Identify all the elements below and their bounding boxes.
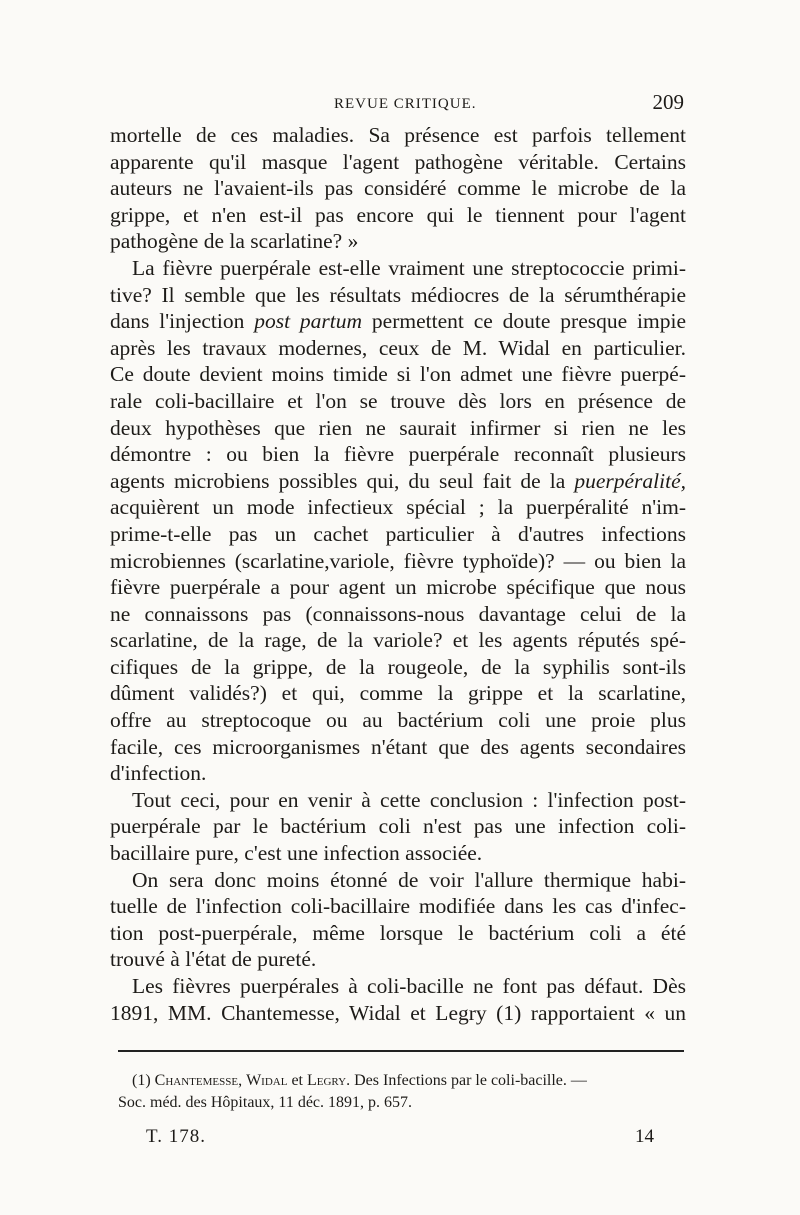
text-line: Ce doute devient moins timide si l'on admet une fièvre puerpé- <box>110 362 686 387</box>
italic-term: puerpéralité, <box>574 468 686 493</box>
running-header <box>110 90 684 120</box>
text-line: après les travaux modernes, ceux de M. Widal en particulier. <box>110 335 686 360</box>
text-line: tuelle de l'infection coli-bacillaire modifiée dans les cas d'infec- <box>110 894 686 919</box>
text-line: grippe, et n'en est-il pas encore qui le tiennent pour l'agent <box>110 202 686 227</box>
text-line: ne connaissons pas (connaissons-nous davantage celui de la <box>110 601 686 626</box>
footnote <box>118 1070 684 1114</box>
text-line: apparente qu'il masque l'agent pathogène véritable. Certains <box>110 149 686 174</box>
body-text <box>110 122 686 1026</box>
text-line: cifiques de la grippe, de la rougeole, de la syphilis sont-ils <box>110 654 686 679</box>
line-segment: dans l'injection <box>110 309 255 334</box>
text-line: On sera donc moins étonné de voir l'allure thermique habi- <box>132 867 686 892</box>
text-line: démontre : ou bien la fièvre puerpérale reconnaît plusieurs <box>110 442 686 467</box>
footnote-title: . Des Infections par le coli-bacille. — <box>346 1072 587 1089</box>
text-line: rale coli-bacillaire et l'on se trouve dès lors en présence de <box>110 388 686 413</box>
text-line: acquièrent un mode infectieux spécial ; la puerpéralité n'im- <box>110 495 686 520</box>
text-line: tion post-puerpérale, même lorsque le bactérium coli a été <box>110 920 686 945</box>
footnote-citation: Soc. méd. des Hôpitaux, 11 déc. 1891, p. 657. <box>118 1094 413 1111</box>
text-line: scarlatine, de la rage, de la variole? et les agents réputés spé- <box>110 628 686 653</box>
text-line: d'infection. <box>110 761 207 786</box>
text-line: La fièvre puerpérale est-elle vraiment une streptococcie primi- <box>132 255 686 280</box>
text-line: offre au streptocoque ou au bactérium coli une proie plus <box>110 708 686 733</box>
text-line: puerpérale par le bactérium coli n'est pas une infection coli- <box>110 814 686 839</box>
footnote-author: Widal <box>246 1072 288 1089</box>
footnote-author: Legry <box>306 1072 347 1089</box>
page-number: 209 <box>652 90 684 114</box>
footnote-marker: (1) <box>132 1072 151 1089</box>
footnote-author: Chantemesse <box>154 1072 239 1089</box>
text-line: 1891, MM. Chantemesse, Widal et Legry (1) rapportaient « un <box>110 1000 686 1025</box>
text-line <box>110 468 686 495</box>
line-segment: permettent ce doute presque impie <box>362 309 686 334</box>
text-line: auteurs ne l'avaient-ils pas considéré comme le microbe de la <box>110 176 686 201</box>
line-segment: agents microbiens possibles qui, du seul fait de la <box>110 468 575 493</box>
text-line: Les fièvres puerpérales à coli-bacille ne font pas défaut. Dès <box>132 974 686 998</box>
volume-signature: T. 178. <box>146 1126 206 1147</box>
text-line <box>110 308 686 335</box>
footnote-separator: , <box>238 1072 247 1089</box>
text-line: deux hypothèses que rien ne saurait infirmer si rien ne les <box>110 415 686 440</box>
running-title: REVUE CRITIQUE. <box>334 96 477 112</box>
text-line: bacillaire pure, c'est une infection associée. <box>110 841 483 866</box>
text-line: mortelle de ces maladies. Sa présence est parfois tellement <box>110 123 686 147</box>
page-footer <box>146 1126 654 1156</box>
text-line: tive? Il semble que les résultats médiocres de la sérumthérapie <box>110 282 686 307</box>
text-line: prime-t-elle pas un cachet particulier à d'autres infections <box>110 521 686 546</box>
text-line: microbiennes (scarlatine,variole, fièvre typhoïde)? — ou bien la <box>110 548 686 573</box>
text-line: fièvre puerpérale a pour agent un microbe spécifique que nous <box>110 575 686 600</box>
footnote-separator: et <box>287 1072 307 1089</box>
footnote-line <box>118 1070 684 1092</box>
text-line: trouvé à l'état de pureté. <box>110 947 317 972</box>
text-line: facile, ces microorganismes n'étant que des agents secondaires <box>110 734 686 759</box>
text-line: Tout ceci, pour en venir à cette conclusion : l'infection post- <box>132 787 686 812</box>
sheet-number: 14 <box>635 1126 654 1147</box>
footnote-divider <box>118 1050 684 1052</box>
text-line: dûment validés?) et qui, comme la grippe et la scarlatine, <box>110 681 686 706</box>
text-line: pathogène de la scarlatine? » <box>110 229 359 254</box>
italic-term: post partum <box>254 309 363 334</box>
